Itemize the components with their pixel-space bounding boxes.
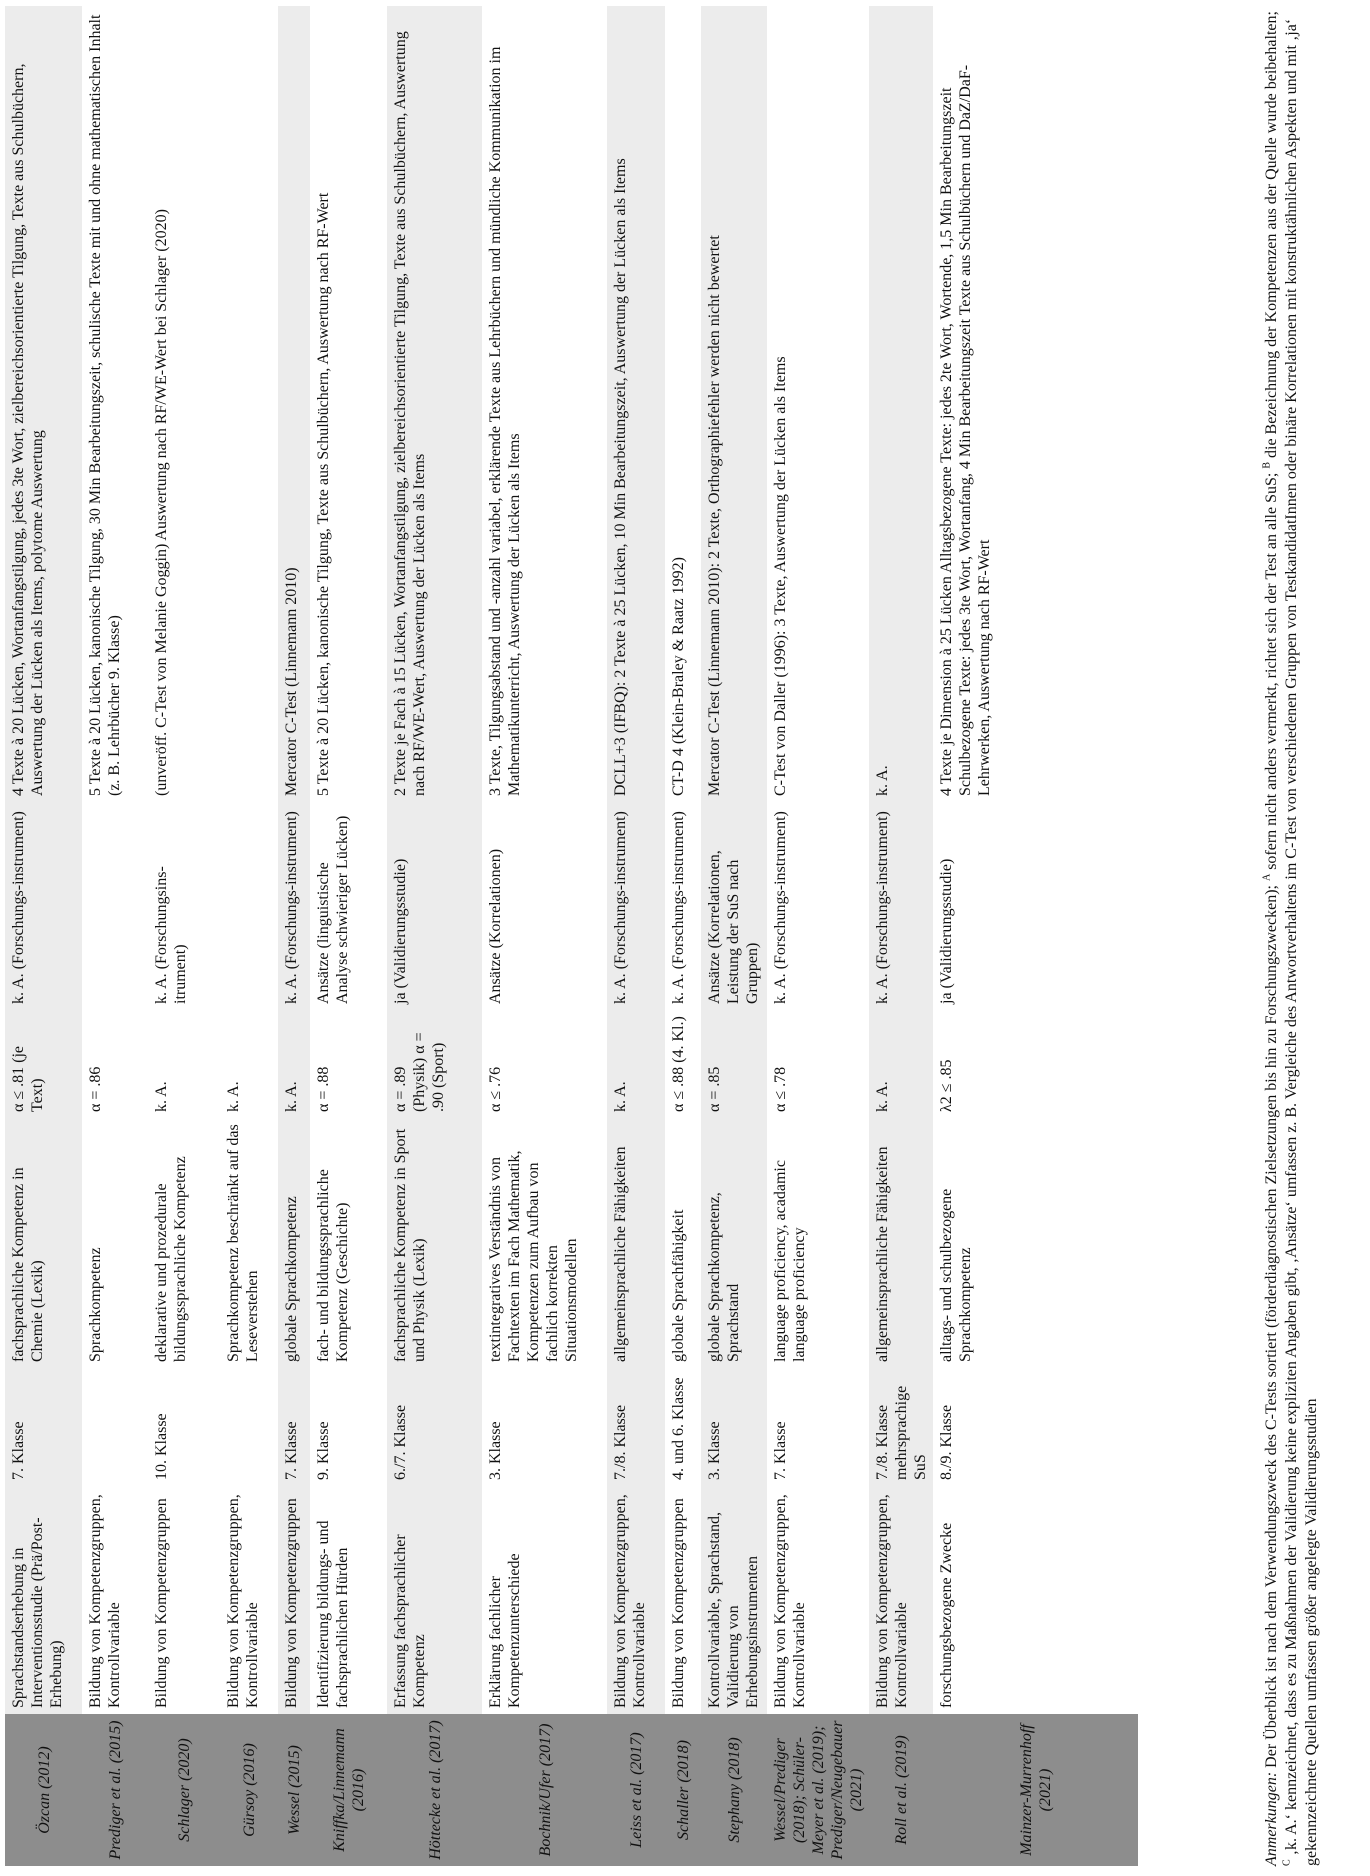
source-cell: Roll et al. (2019)	[869, 1714, 933, 1866]
reliability-cell: k. A.	[153, 1081, 170, 1112]
grade-cell: 7. Klasse	[5, 1368, 82, 1486]
reliability-cell: k. A.	[225, 1081, 242, 1112]
table-row	[767, 6, 869, 1866]
details-cell: 5 Texte à 20 Lücken, kanonische Tilgung, Texte aus Schulbüchern, Auswertung nach RF-Wert	[315, 192, 332, 796]
grade-cell: 4. und 6. Klasse	[670, 1377, 687, 1480]
purpose-cell: Bildung von Kompetenzgruppen, Kontrollvariable	[607, 1486, 665, 1714]
purpose-cell: Bildung von Kompetenzgruppen	[278, 1486, 310, 1714]
grade-cell: 7./8. Klasse mehrsprachige SuS	[869, 1368, 933, 1486]
footnote-marker-b: B	[1261, 461, 1273, 469]
source-cell: Wessel (2015)	[278, 1714, 310, 1866]
source-cell: Bochnik/Ufer (2017)	[482, 1714, 607, 1866]
grade-cell: 10. Klasse	[153, 1413, 170, 1480]
reliability-cell: α ≤ .78	[772, 1066, 789, 1112]
construct-cell: allgemeinsprachliche Fähigkeiten	[869, 1118, 933, 1368]
table-row	[607, 6, 665, 1866]
construct-cell: fachsprachliche Kompetenz in Sport und Physik (Lexik)	[387, 1118, 482, 1368]
construct-cell: fach- und bildungssprachliche Kompetenz (Geschichte)	[315, 1169, 351, 1362]
details-cell: k. A.	[869, 6, 933, 802]
construct-cell: allgemeinsprachliche Fähigkeiten	[607, 1118, 665, 1368]
construct-cell: fachsprachliche Kompetenz in Chemie (Lexik)	[5, 1118, 82, 1368]
grade-cell: 7. Klasse	[278, 1368, 310, 1486]
details-cell: 3 Texte, Tilgungsabstand und -anzahl variabel, erklärende Texte aus Lehrbüchern und mündliche Kommunikation im Mathematikunterricht, Auswertung der Lücken als Items	[487, 46, 523, 796]
source-cell: Gürsoy (2016)	[220, 1714, 278, 1866]
construct-cell: globale Sprachfähigkeit	[670, 1209, 687, 1362]
construct-cell: globale Sprachkompetenz	[278, 1118, 310, 1368]
notes-text-3: die Bezeichnung der Kompetenzen aus der Quelle wurde beibehalten;	[1263, 11, 1280, 462]
source-cell: Mainzer-Murrenhoff (2021)	[933, 1714, 1138, 1866]
reliability-cell: k. A.	[869, 1010, 933, 1118]
purpose-cell: Bildung von Kompetenzgruppen, Kontrollvariable	[87, 1494, 123, 1708]
reliability-cell: k. A.	[278, 1010, 310, 1118]
table-row	[701, 6, 767, 1866]
source-cell: Höttecke et al. (2017)	[387, 1714, 482, 1866]
purpose-cell: Bildung von Kompetenzgruppen	[670, 1498, 687, 1708]
purpose-cell: Kontrollvariable, Sprachstand, Validierung von Erhebungsinstrumenten	[701, 1486, 767, 1714]
reliability-cell: α = .85	[701, 1010, 767, 1118]
purpose-cell: Bildung von Kompetenzgruppen, Kontrollvariable	[225, 1494, 261, 1708]
details-cell: (unveröff. C-Test von Melanie Goggin) Auswertung nach RF/WE-Wert bei Schlager (2020)	[153, 209, 170, 796]
purpose-cell: Identifizierung bildungs- und fachsprachlichen Hürden	[315, 1520, 351, 1708]
grade-cell: 9. Klasse	[315, 1421, 332, 1480]
details-cell: 4 Texte à 20 Lücken, Wortanfangstilgung, jedes 3te Wort, zielbereichsorientierte Tilgung, Texte aus Schulbüchern, Auswertung der Lücken als Items, polytome Auswertung	[5, 6, 82, 802]
construct-cell: textintegratives Verständnis von Fachtexten im Fach Mathematik, Kompetenzen zum Aufbau von fachlich korrekten Situationsmodellen	[487, 1150, 580, 1362]
reliability-cell: k. A.	[607, 1010, 665, 1118]
validation-cell	[82, 802, 148, 1010]
source-cell: Prediger et al. (2015)	[82, 1714, 148, 1866]
validation-cell: k. A. (Forschungs-instrument)	[670, 811, 687, 1004]
construct-cell: globale Sprachkompetenz, Sprachstand	[701, 1118, 767, 1368]
purpose-cell: Bildung von Kompetenzgruppen, Kontrollvariable	[869, 1486, 933, 1714]
grade-cell: 6./7. Klasse	[387, 1368, 482, 1486]
validation-cell: k. A. (Forschungsins-itrument)	[153, 866, 189, 1004]
validation-cell: k. A. (Forschungs-instrument)	[5, 802, 82, 1010]
details-cell: Mercator C-Test (Linnemann 2010)	[278, 6, 310, 802]
table-row	[278, 6, 310, 1866]
purpose-cell: Erfassung fachsprachlicher Kompetenz	[387, 1486, 482, 1714]
notes-text-4: ‚k. A.‘ kennzeichnet, dass es zu Maßnahmen der Validierung keine expliziten Angaben gibt, ‚Ansätze‘ umfassen z. B. Vergleiche des Antwortverhaltens im C-Test von verschiedenen Gruppen von TestkandidatInnen oder binäre Korrelationen mit konstruktähnlichen Aspekten und mit ‚ja‘ gekennzeichnete Quellen umfassen größer angelegte Validierungsstudien	[1283, 18, 1320, 1866]
grade-cell: 3. Klasse	[487, 1421, 504, 1480]
details-cell: DCLL+3 (IFBQ): 2 Texte à 25 Lücken, 10 Min Bearbeitungszeit, Auswertung der Lücken als Items	[607, 6, 665, 802]
validation-cell: ja (Validierungsstudie)	[938, 858, 955, 1004]
validation-cell: Ansätze (Korrelationen)	[487, 848, 504, 1004]
construct-cell: language proficiency, acadamic language proficiency	[772, 1160, 808, 1362]
table-row	[5, 6, 82, 1866]
details-cell: Mercator C-Test (Linnemann 2010): 2 Texte, Orthographiefehler werden nicht bewertet	[701, 6, 767, 802]
construct-cell: alltags- und schulbezogene Sprachkompetenz	[938, 1188, 974, 1362]
purpose-cell: Sprachstandserhebung in Interventionsstudie (Prä/Post-Erhebung)	[5, 1486, 82, 1714]
notes-label: Anmerkungen:	[1263, 1771, 1280, 1866]
source-cell: Leiss et al. (2017)	[607, 1714, 665, 1866]
table-row	[148, 6, 220, 1866]
table-row	[387, 6, 482, 1866]
validation-cell: k. A. (Forschungs-instrument)	[772, 811, 789, 1004]
construct-cell: Sprachkompetenz beschränkt auf das Leseverstehen	[225, 1124, 261, 1362]
validation-cell: ja (Validierungsstudie)	[387, 802, 482, 1010]
validation-cell: k. A. (Forschungs-instrument)	[869, 802, 933, 1010]
construct-cell: deklarative und prozedurale bildungssprachliche Kompetenz	[153, 1156, 189, 1362]
purpose-cell: forschungsbezogene Zwecke	[938, 1522, 955, 1708]
notes-text-1: Der Überblick ist nach dem Verwendungszweck des C-Tests sortiert (förderdiagnostischen Zielsetzungen bis hin zu Forschungszwecken);	[1263, 881, 1280, 1772]
purpose-cell: Bildung von Kompetenzgruppen, Kontrollvariable	[772, 1494, 808, 1708]
table-row	[665, 6, 701, 1866]
reliability-cell: α = .88	[315, 1066, 332, 1112]
details-cell: 4 Texte je Dimension à 25 Lücken Alltagsbezogene Texte: jedes 2te Wort, Wortende, 1,5 Min Bearbeitungszeit Schulbezogene Texte: jedes 3te Wort, Wortanfang, 4 Min Bearbeitungszeit Texte aus Schulbüchern und DaZ/DaF-Lehrwerken, Auswertung nach RF-Wert	[938, 64, 993, 796]
purpose-cell: Bildung von Kompetenzgruppen	[153, 1498, 170, 1708]
details-cell: 5 Texte à 20 Lücken, kanonische Tilgung, 30 Min Bearbeitungszeit, schulische Texte mit und ohne mathematischen Inhalt (z. B. Lehrbücher 9. Klasse)	[87, 14, 123, 796]
validation-cell: Ansätze (linguistische Analyse schwieriger Lücken)	[315, 815, 351, 1004]
reliability-cell: α ≤ .81 (je Text)	[5, 1010, 82, 1118]
details-cell: 2 Texte je Fach à 15 Lücken, Wortanfangstilgung, zielbereichsorientierte Tilgung, Texte aus Schulbüchern, Auswertung nach RF/WE-Wert, Auswertung der Lücken als Items	[387, 6, 482, 802]
grade-cell	[82, 1368, 148, 1486]
validation-cell: k. A. (Forschungs-instrument)	[607, 802, 665, 1010]
reliability-cell: α ≤ .88 (4. Kl.)	[670, 1016, 687, 1112]
construct-cell: Sprachkompetenz	[87, 1247, 104, 1362]
table-row	[310, 6, 387, 1866]
c-test-overview-table	[5, 6, 1138, 1866]
table-row	[933, 6, 1138, 1866]
table-row	[220, 6, 278, 1866]
reliability-cell: λ2 ≤ .85	[938, 1059, 955, 1112]
validation-cell: Ansätze (Korrelationen, Leistung der SuS nach Gruppen)	[701, 802, 767, 1010]
notes-text-2: sofern nicht anders vermerkt, richtet sich der Test an alle SuS;	[1263, 468, 1280, 874]
source-cell: Kniffka/Linnemann (2016)	[310, 1714, 387, 1866]
table-row	[482, 6, 607, 1866]
source-cell: Stephany (2018)	[701, 1714, 767, 1866]
table-row	[82, 6, 148, 1866]
source-cell: Schaller (2018)	[665, 1714, 701, 1866]
source-cell: Schlager (2020)	[148, 1714, 220, 1866]
grade-cell: 7./8. Klasse	[607, 1368, 665, 1486]
footnote-marker-c: C	[1281, 1859, 1293, 1866]
details-cell: C-Test von Daller (1996): 3 Texte, Auswertung der Lücken als Items	[772, 356, 789, 796]
source-cell: Özcan (2012)	[5, 1714, 82, 1866]
details-cell	[220, 6, 278, 802]
grade-cell: 7. Klasse	[772, 1421, 789, 1480]
reliability-cell: α = .89 (Physik) α = .90 (Sport)	[387, 1010, 482, 1118]
source-cell: Wessel/Prediger (2018); Schüler-Meyer et al. (2019); Prediger/Neugebauer (2021)	[767, 1714, 869, 1866]
grade-cell	[220, 1368, 278, 1486]
table-row	[869, 6, 933, 1866]
purpose-cell: Erklärung fachlicher Kompetenzunterschiede	[487, 1553, 523, 1708]
footnote-marker-a: A	[1261, 873, 1273, 882]
table-notes	[1262, 11, 1322, 1866]
grade-cell: 8./9. Klasse	[938, 1404, 955, 1480]
validation-cell	[220, 802, 278, 1010]
validation-cell: k. A. (Forschungs-instrument)	[278, 802, 310, 1010]
grade-cell: 3. Klasse	[701, 1368, 767, 1486]
reliability-cell: α = .86	[87, 1066, 104, 1112]
details-cell: CT-D 4 (Klein-Braley & Raatz 1992)	[670, 557, 687, 796]
reliability-cell: α ≤ .76	[487, 1066, 504, 1112]
